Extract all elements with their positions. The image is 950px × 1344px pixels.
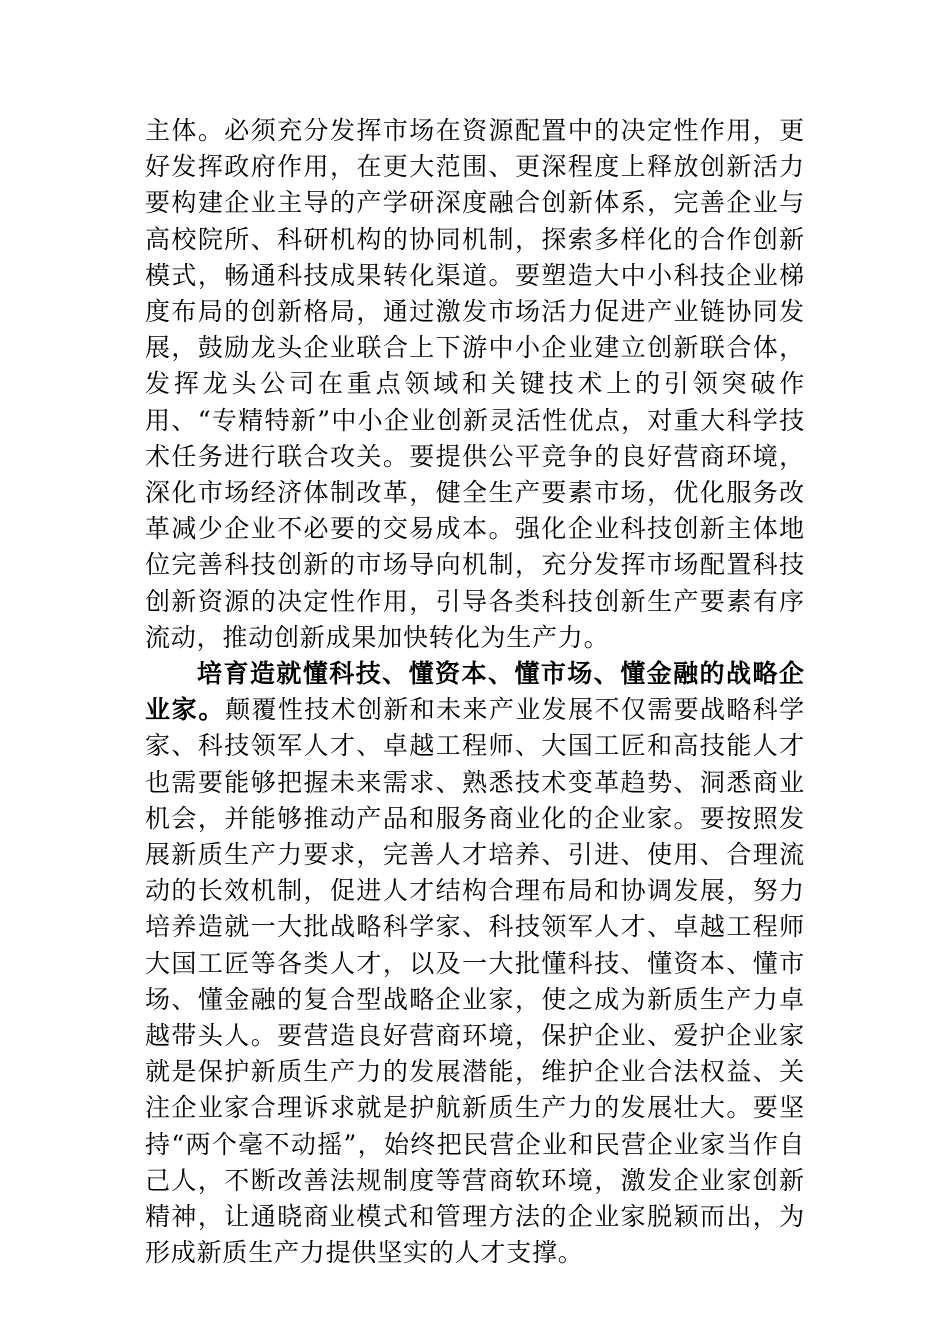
- paragraph-heading: 培育造就懂科技、懂资本、懂市场、懂金融的战略企业家。: [145, 659, 805, 725]
- paragraph-body-1: 主体。必须充分发挥市场在资源配置中的决定性作用，更好发挥政府作用，在更大范围、更深程度上释放创新活力要构建企业主导的产学研深度融合创新体系，完善企业与高校院所、科研机构的协同机制，探索多样化的合作创新模式，畅通科技成果转化渠道。要塑造大中小科技企业梯度布局的创新格局，通过激发市场活力促进产业链协同发展，鼓励龙头企业联合上下游中小企业建立创新联合体，发挥龙头公司在重点领域和关键技术上的引领突破作用、“专精特新”中小企业创新灵活性优点，对重大科学技术任务进行联合攻关。要提供公平竞争的良好营商环境，深化市场经济体制改革，健全生产要素市场，优化服务改革减少企业不必要的交易成本。强化企业科技创新主体地位完善科技创新的市场导向机制，充分发挥市场配置科技创新资源的决定性作用，引导各类科技创新生产要素有序流动，推动创新成果加快转化为生产力。: [145, 116, 805, 652]
- document-page: [145, 113, 805, 1272]
- paragraph-body-2: 颠覆性技术创新和未来产业发展不仅需要战略科学家、科技领军人才、卓越工程师、大国工匠和高技能人才也需要能够把握未来需求、熟悉技术变革趋势、洞悉商业机会，并能够推动产品和服务商业化的企业家。要按照发展新质生产力要求，完善人才培养、引进、使用、合理流动的长效机制，促进人才结构合理布局和协调发展，努力培养造就一大批战略科学家、科技领军人才、卓越工程师大国工匠等各类人才，以及一大批懂科技、懂资本、懂市场、懂金融的复合型战略企业家，使之成为新质生产力卓越带头人。要营造良好营商环境，保护企业、爱护企业家就是保护新质生产力的发展潜能，维护企业合法权益、关注企业家合理诉求就是护航新质生产力的发展壮大。要坚持“两个毫不动摇”，始终把民营企业和民营企业家当作自己人，不断改善法规制度等营商软环境，激发企业家创新精神，让通晓商业模式和管理方法的企业家脱颖而出，为形成新质生产力提供坚实的人才支撑。: [145, 695, 805, 1268]
- paragraph-2: [145, 656, 805, 1271]
